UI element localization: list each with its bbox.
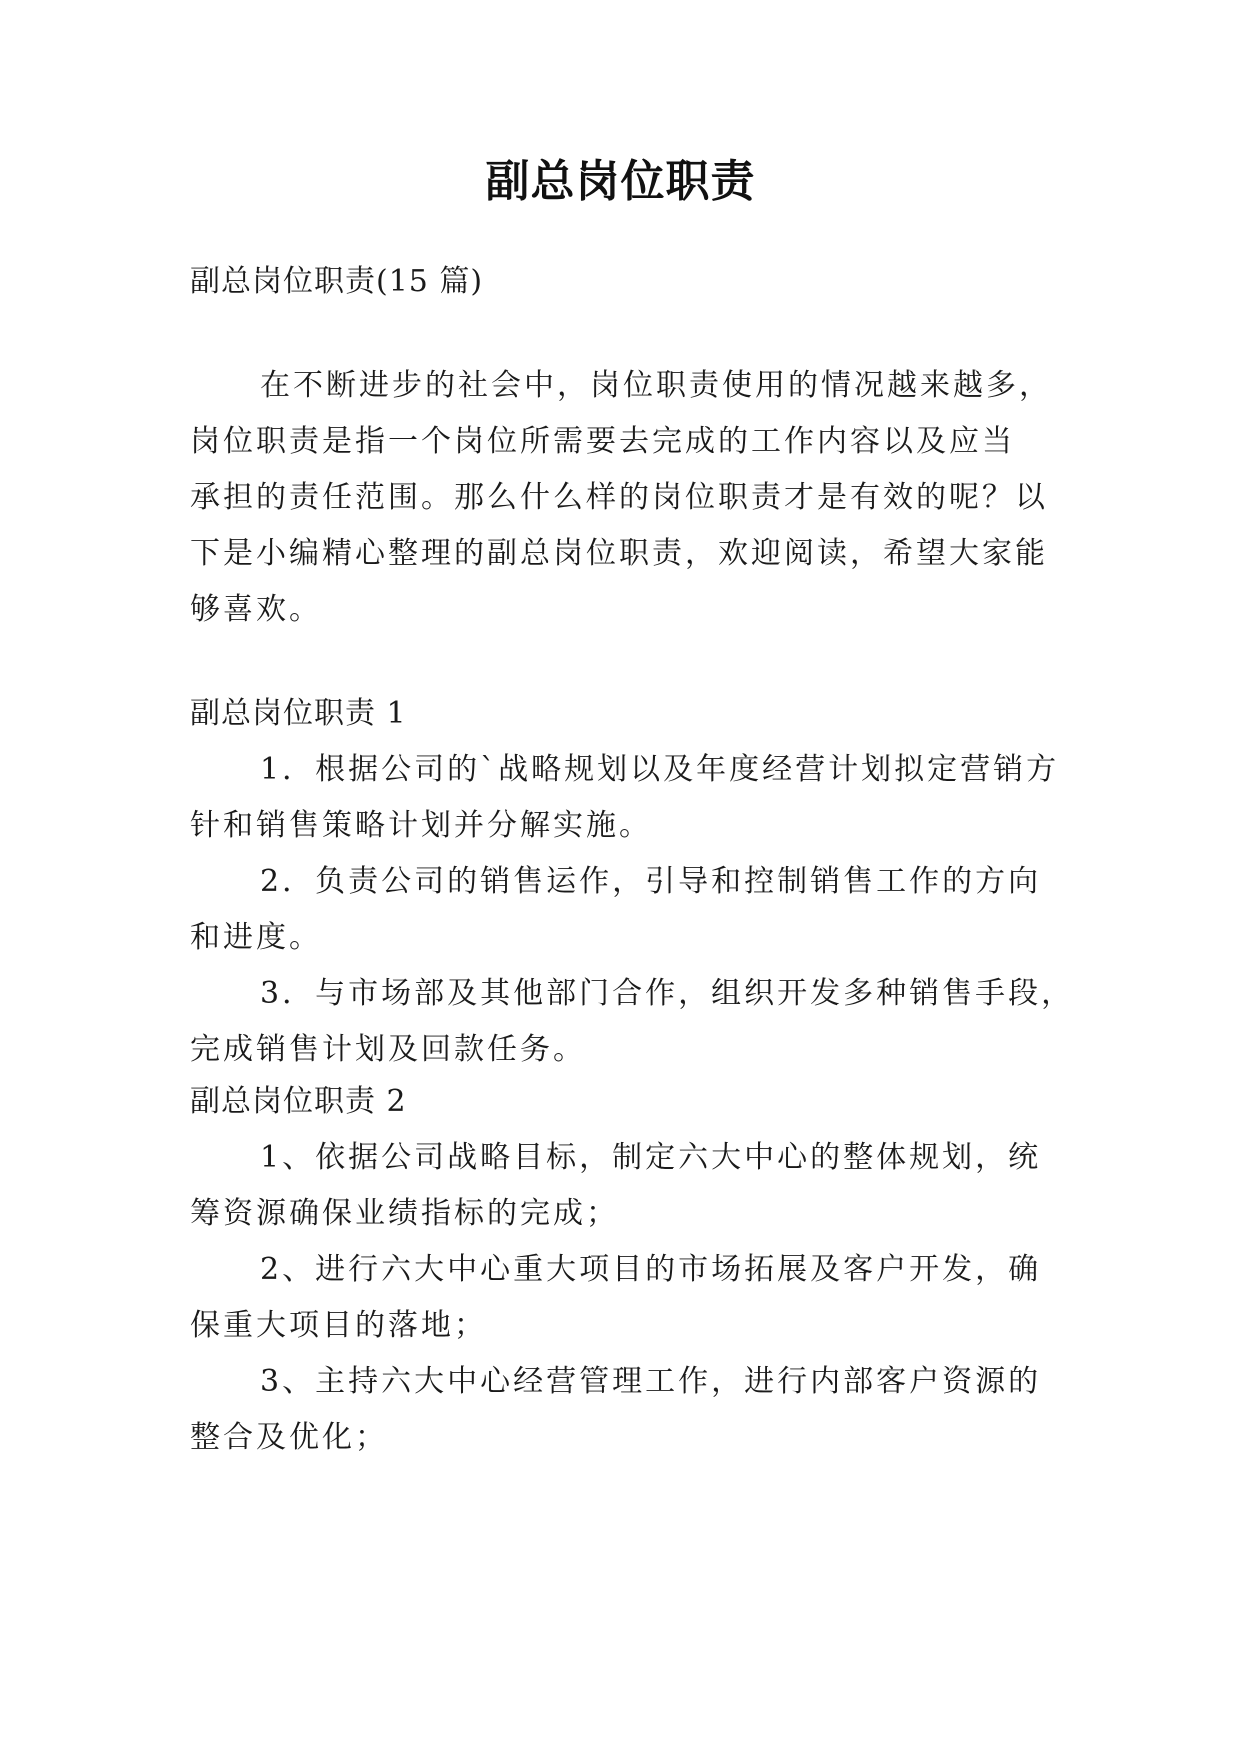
section-line: 完成销售计划及回款任务。 (190, 1032, 586, 1067)
document-subtitle: 副总岗位职责(15 篇) (190, 264, 484, 299)
intro-line: 在不断进步的社会中，岗位职责使用的情况越来越多， (260, 368, 1052, 403)
section-line: 2、进行六大中心重大项目的市场拓展及客户开发，确 (260, 1252, 1042, 1287)
section-line: 1．根据公司的`战略规划以及年度经营计划拟定营销方 (260, 752, 1060, 787)
section-heading: 副总岗位职责 1 (190, 696, 407, 731)
section-line: 保重大项目的落地； (190, 1308, 487, 1343)
intro-line: 够喜欢。 (190, 592, 322, 627)
section-line: 1、依据公司战略目标，制定六大中心的整体规划，统 (260, 1140, 1042, 1175)
intro-line: 下是小编精心整理的副总岗位职责，欢迎阅读，希望大家能 (190, 536, 1048, 571)
intro-line: 承担的责任范围。那么什么样的岗位职责才是有效的呢？以 (190, 480, 1048, 515)
section-line: 整合及优化； (190, 1420, 388, 1455)
section-line: 3．与市场部及其他部门合作，组织开发多种销售手段， (260, 976, 1075, 1011)
section-heading: 副总岗位职责 2 (190, 1084, 407, 1119)
section-line: 2．负责公司的销售运作，引导和控制销售工作的方向 (260, 864, 1042, 899)
intro-line: 岗位职责是指一个岗位所需要去完成的工作内容以及应当 (190, 424, 1015, 459)
section-line: 针和销售策略计划并分解实施。 (190, 808, 652, 843)
section-line: 筹资源确保业绩指标的完成； (190, 1196, 619, 1231)
document-title: 副总岗位职责 (485, 156, 756, 207)
section-line: 3、主持六大中心经营管理工作，进行内部客户资源的 (260, 1364, 1042, 1399)
section-line: 和进度。 (190, 920, 322, 955)
